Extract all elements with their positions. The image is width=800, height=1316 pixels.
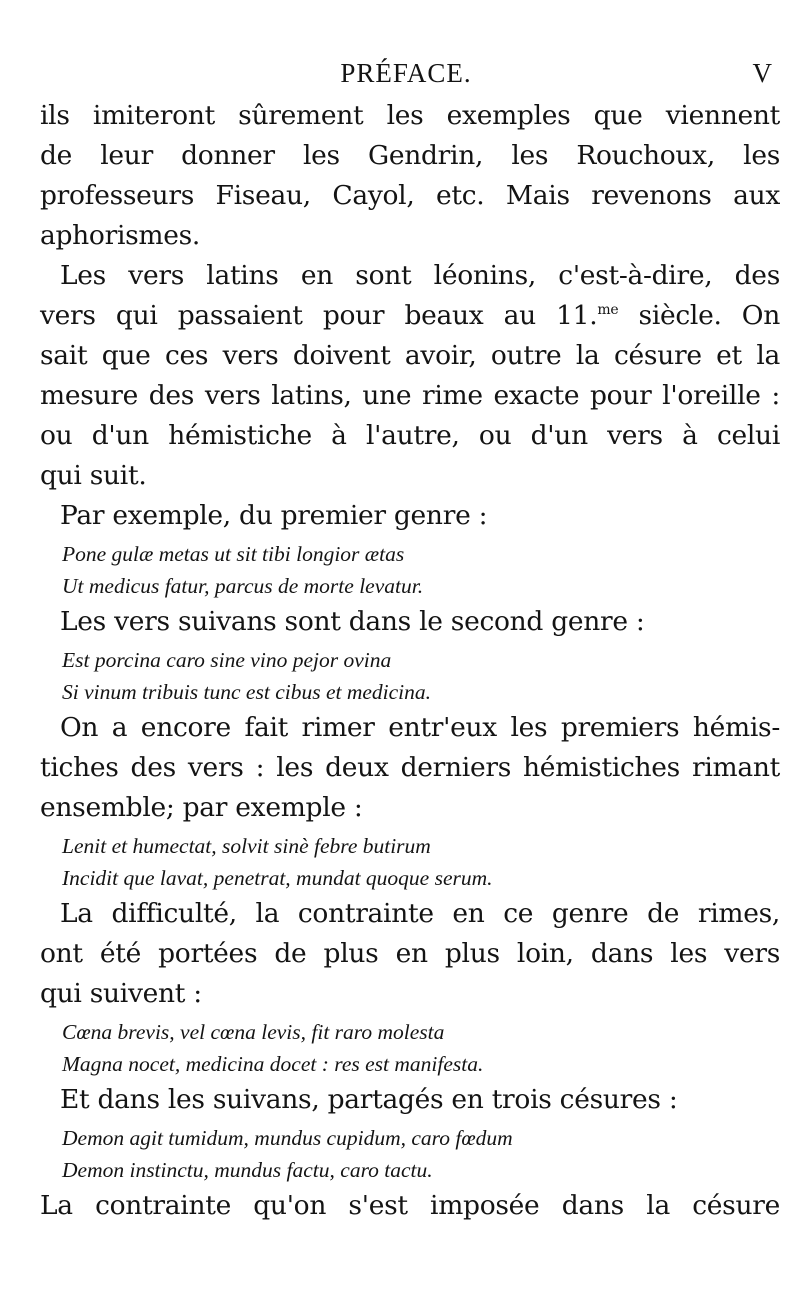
text-line: La difficulté, la contrainte en ce genre de rimes,	[60, 898, 780, 929]
latin-verse: Incidit que lavat, penetrat, mundat quoque serum.	[62, 866, 493, 890]
text-line: Les vers latins en sont léonins, c'est-à-dire, des	[60, 260, 780, 291]
latin-verse: Demon instinctu, mundus factu, caro tactu.	[62, 1158, 433, 1182]
text-line: Et dans les suivans, partagés en trois césures :	[60, 1084, 678, 1115]
text-line	[40, 296, 780, 336]
latin-verse: Lenit et humectat, solvit sinè febre butirum	[62, 834, 431, 858]
text-line: ils imiteront sûrement les exemples que viennent	[40, 100, 780, 131]
text-line: qui suivent :	[40, 978, 202, 1009]
text-line: de leur donner les Gendrin, les Rouchoux, les	[40, 140, 780, 171]
running-title: PRÉFACE.	[340, 58, 472, 88]
latin-verse: Magna nocet, medicina docet : res est manifesta.	[62, 1052, 484, 1076]
text-line: tiches des vers : les deux derniers hémistiches rimant	[40, 752, 780, 783]
text-line: aphorismes.	[40, 220, 201, 251]
latin-verse: Ut medicus fatur, parcus de morte levatur.	[62, 574, 424, 598]
superscript: me	[597, 302, 619, 318]
latin-verse: Demon agit tumidum, mundus cupidum, caro fœdum	[62, 1126, 513, 1150]
text-line: mesure des vers latins, une rime exacte pour l'oreille :	[40, 380, 780, 411]
text-line: Par exemple, du premier genre :	[60, 500, 488, 531]
text-line: Les vers suivans sont dans le second genre :	[60, 606, 645, 637]
text-line: professeurs Fiseau, Cayol, etc. Mais revenons aux	[40, 180, 780, 211]
text-line: sait que ces vers doivent avoir, outre la césure et la	[40, 340, 780, 371]
body-text	[40, 96, 780, 1226]
latin-verse: Est porcina caro sine vino pejor ovina	[62, 648, 392, 672]
running-header	[40, 58, 772, 98]
latin-verse: Pone gulæ metas ut sit tibi longior ætas	[62, 542, 405, 566]
text-line: ensemble; par exemple :	[40, 792, 363, 823]
text-line: La contrainte qu'on s'est imposée dans la césure	[40, 1190, 780, 1221]
text-line: qui suit.	[40, 460, 147, 491]
text-fragment: siècle. On	[618, 300, 780, 331]
page-number: V	[752, 58, 772, 88]
latin-verse: Cœna brevis, vel cœna levis, fit raro molesta	[62, 1020, 445, 1044]
latin-verse: Si vinum tribuis tunc est cibus et medicina.	[62, 680, 432, 704]
text-line: On a encore fait rimer entr'eux les premiers hémis-	[60, 712, 780, 743]
text-line: ou d'un hémistiche à l'autre, ou d'un vers à celui	[40, 420, 780, 451]
text-fragment: vers qui passaient pour beaux au 11.	[40, 300, 598, 331]
text-line: ont été portées de plus en plus loin, dans les vers	[40, 938, 780, 969]
